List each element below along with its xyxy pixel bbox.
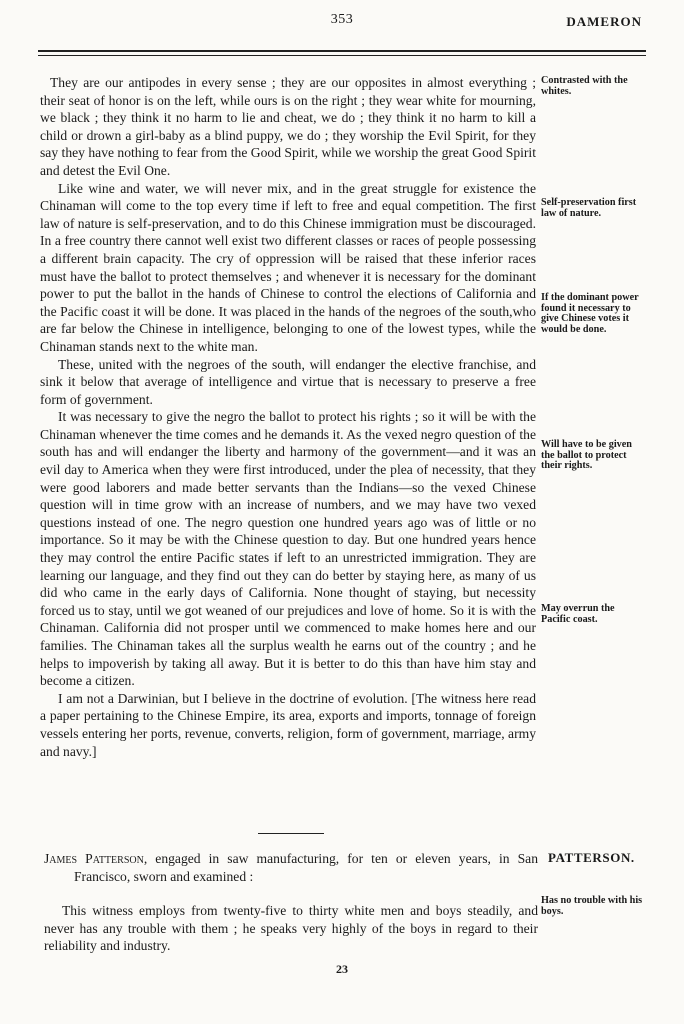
paragraph: Like wine and water, we will never mix, and in the great struggle for existence the Chinaman will come to the top every time if left to free and equal competition. The first law of nature is self-preservation, and to do this Chinese immigration must be discouraged. In a free country there cannot well exist two different classes or races of people possessing a different brain capacity. The cry of oppression will be raised that these inferior races must have the ballot to protect themselves ; and whenever it is necessary for the dominant power to put the ballot in the hands of Chinese to control the elections of California and the Pacific coast it will be done. It was placed in the hands of the negroes of the south,who are far below the Chinese in intelligence, belonging to one of the lowest types, while the Chinaman stands next to the white man. — [40, 180, 536, 354]
sidenote: Contrasted with the whites. — [541, 75, 628, 97]
header-rule-thin — [38, 55, 646, 56]
section-divider — [258, 833, 324, 834]
paragraph: It was necessary to give the negro the ballot to protect his rights ; so it will be with the Chinaman whenever the time comes and he demands it. As the vexed negro question of the south has and will endanger the liberty and harmony of the government—and it was an evil day to America when they were first introduced, under the plea of necessity, that they were good laborers and made better servants than the Indians—so the vexed Chinese question will in time grow with an increase of numbers, and we may have two vexed questions instead of one. The negro question one hundred years ago was of little or no importance. So it may be with the Chinese question to day. But one hundred years hence they may control the entire Pacific states if left to an unrestricted immigration. They are learning our language, and they find out they can do better by staying here, as many of us did who came in the early days of California. None thought of staying, but necessity forced us to stay, until we got weaned of our prejudices and love of home. So it is with the Chinaman. California did not prosper until we commenced to make homes here and our families. The Chinaman takes all the surplus wealth he earns out of the country ; and he helps to impoverish by taking all away. But it is better to do this than have him stay and become a citizen. — [40, 409, 536, 689]
paragraph: I am not a Darwinian, but I believe in the doctrine of evolution. [The witness here read a paper pertaining to the Chinese Empire, its area, exports and imports, tonnage of foreign vessels entering her ports, revenue, converts, religion, form of government, marriage, army and navy.] — [40, 690, 536, 759]
sidenote: If the dominant power found it necessary to give Chinese votes it would be done. — [541, 292, 639, 335]
witness-name-inline: James Patterson — [44, 851, 144, 866]
paragraph: These, united with the negroes of the south, will endanger the elective franchise, and sink it below that average of intelligence and virtue that is necessary to preserve a free form of government. — [40, 356, 536, 407]
signature-mark: 23 — [336, 962, 348, 976]
sidenote: Has no trouble with his boys. — [541, 895, 643, 917]
page-number: 353 — [330, 12, 354, 27]
sidenote: May overrun the Pacific coast. — [541, 603, 615, 625]
witness-intro — [44, 850, 538, 885]
paragraph: They are our antipodes in every sense ; they are our opposites in almost everything ; their seat of honor is on the left, while ours is on the right ; they wear white for mourning, we black ; they think it no harm to lie and cheat, we do ; they think it no harm to kill a child or drown a girl-baby as a blind puppy, we do ; they worship the Evil Spirit, for they say they have nothing to fear from the Good Spirit, while we worship the great Good Spirit and detest the Evil One. — [40, 75, 536, 178]
header-rule — [38, 50, 646, 52]
testimony-text — [40, 74, 536, 760]
running-head: DAMERON — [566, 14, 642, 29]
sidenote: Self-preservation first law of nature. — [541, 197, 637, 219]
witness-summary: This witness employs from twenty-five to thirty white men and boys steadily, and never has any trouble with them ; he speaks very highly of the boys in regard to their reliability and industry. — [44, 903, 538, 954]
witness-intro-text: , engaged in saw manufacturing, for ten or eleven years, in San Francisco, sworn and examined : — [74, 851, 538, 884]
witness-margin-name: PATTERSON. — [548, 850, 635, 865]
sidenote: Will have to be given the ballot to protect their rights. — [541, 439, 632, 471]
